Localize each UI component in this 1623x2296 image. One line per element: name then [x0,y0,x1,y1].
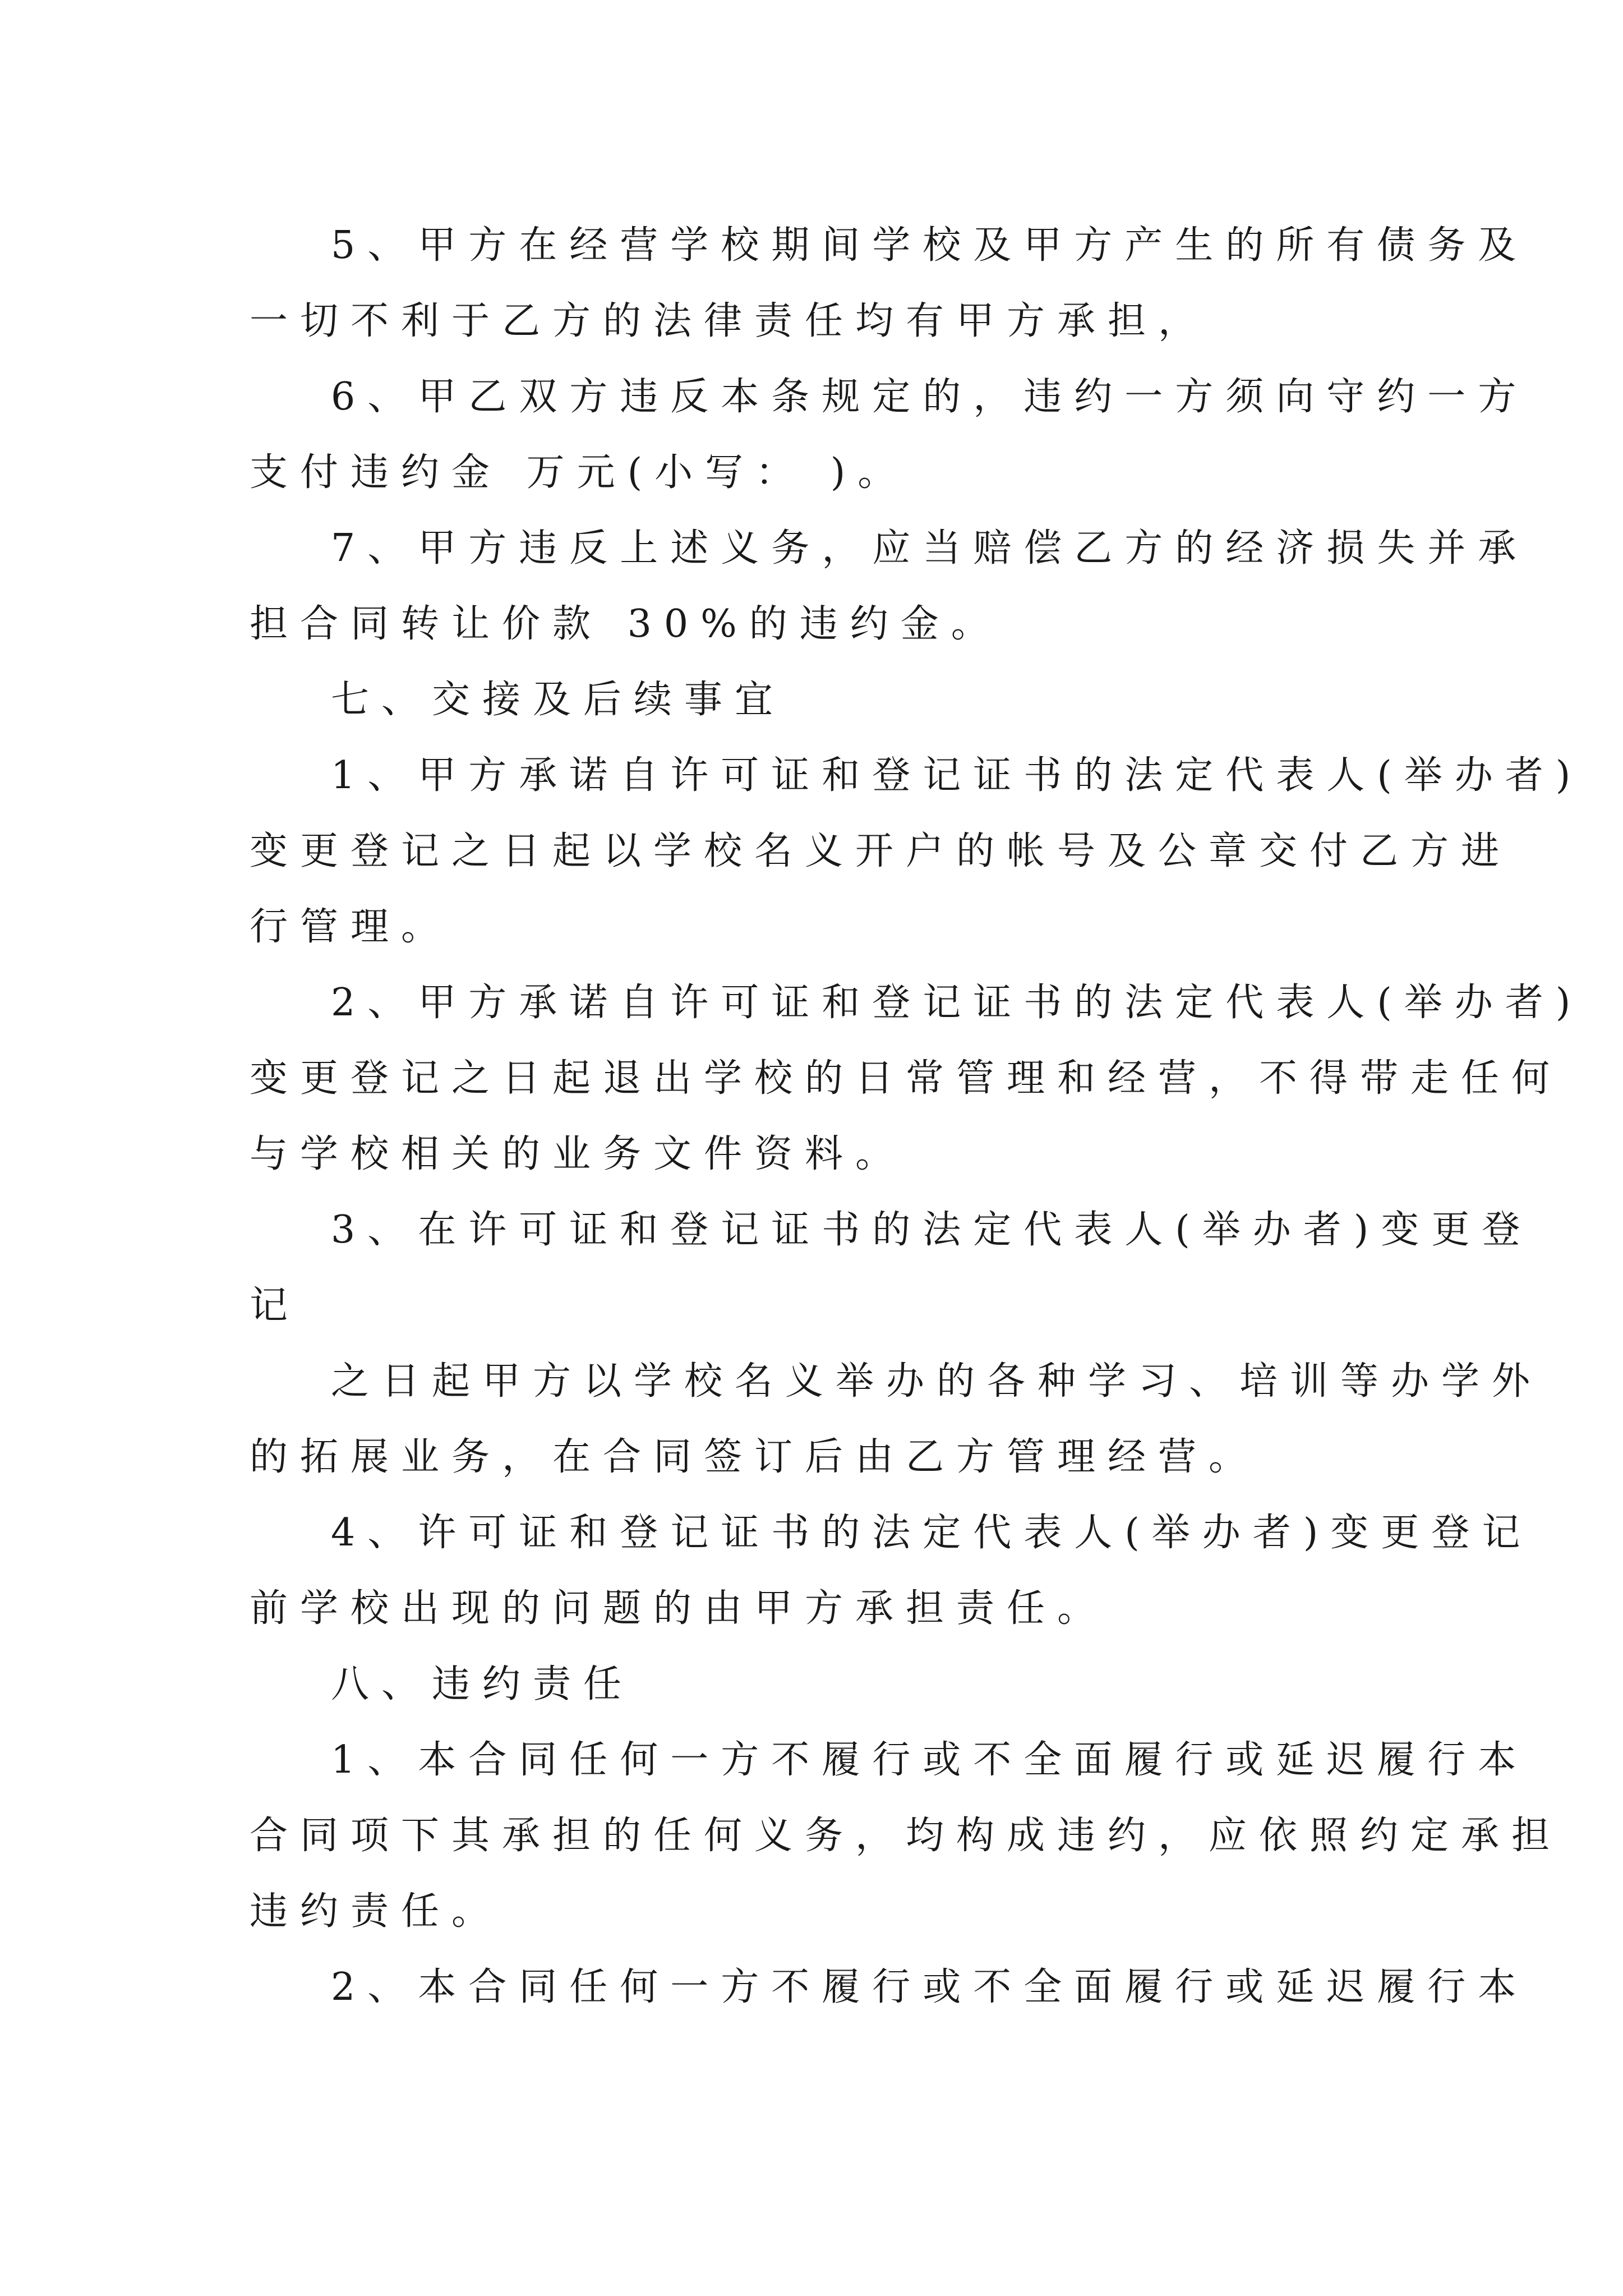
text-line-10: 行管理。 [250,905,452,949]
text-line-17: 的拓展业务，在合同签订后由乙方管理经营。 [250,1435,1260,1479]
text-line-22: 合同项下其承担的任何义务，均构成违约，应依照约定承担 [250,1814,1562,1858]
text-line-6: 担合同转让价款 30%的违约金。 [250,602,1002,646]
text-line-18: 4、许可证和登记证书的法定代表人(举办者)变更登记 [331,1511,1533,1555]
text-line-3: 6、甲乙双方违反本条规定的，违约一方须向守约一方 [331,375,1529,419]
text-line-1: 5、甲方在经营学校期间学校及甲方产生的所有债务及 [331,223,1529,268]
text-line-15: 记 [250,1283,301,1328]
text-line-13: 与学校相关的业务文件资料。 [250,1132,906,1176]
text-line-9: 变更登记之日起以学校名义开户的帐号及公章交付乙方进 [250,829,1512,873]
text-line-12: 变更登记之日起退出学校的日常管理和经营，不得带走任何 [250,1056,1562,1101]
text-line-11: 2、甲方承诺自许可证和登记证书的法定代表人(举办者) [331,981,1583,1025]
text-line-4: 支付违约金 万元(小写： )。 [250,450,909,495]
text-line-14: 3、在许可证和登记证书的法定代表人(举办者)变更登 [331,1208,1533,1252]
text-line-23: 违约责任。 [250,1889,502,1934]
text-line-2: 一切不利于乙方的法律责任均有甲方承担， [250,299,1209,343]
text-line-5: 7、甲方违反上述义务，应当赔偿乙方的经济损失并承 [331,526,1529,570]
text-line-16: 之日起甲方以学校名义举办的各种学习、培训等办学外 [331,1359,1543,1404]
text-line-21: 1、本合同任何一方不履行或不全面履行或延迟履行本 [331,1738,1529,1782]
section-heading-8: 八、违约责任 [331,1662,634,1706]
text-line-8: 1、甲方承诺自许可证和登记证书的法定代表人(举办者) [331,753,1583,798]
section-heading-7: 七、交接及后续事宜 [331,678,786,722]
text-line-19: 前学校出现的问题的由甲方承担责任。 [250,1586,1108,1631]
text-line-24: 2、本合同任何一方不履行或不全面履行或延迟履行本 [331,1965,1529,2009]
